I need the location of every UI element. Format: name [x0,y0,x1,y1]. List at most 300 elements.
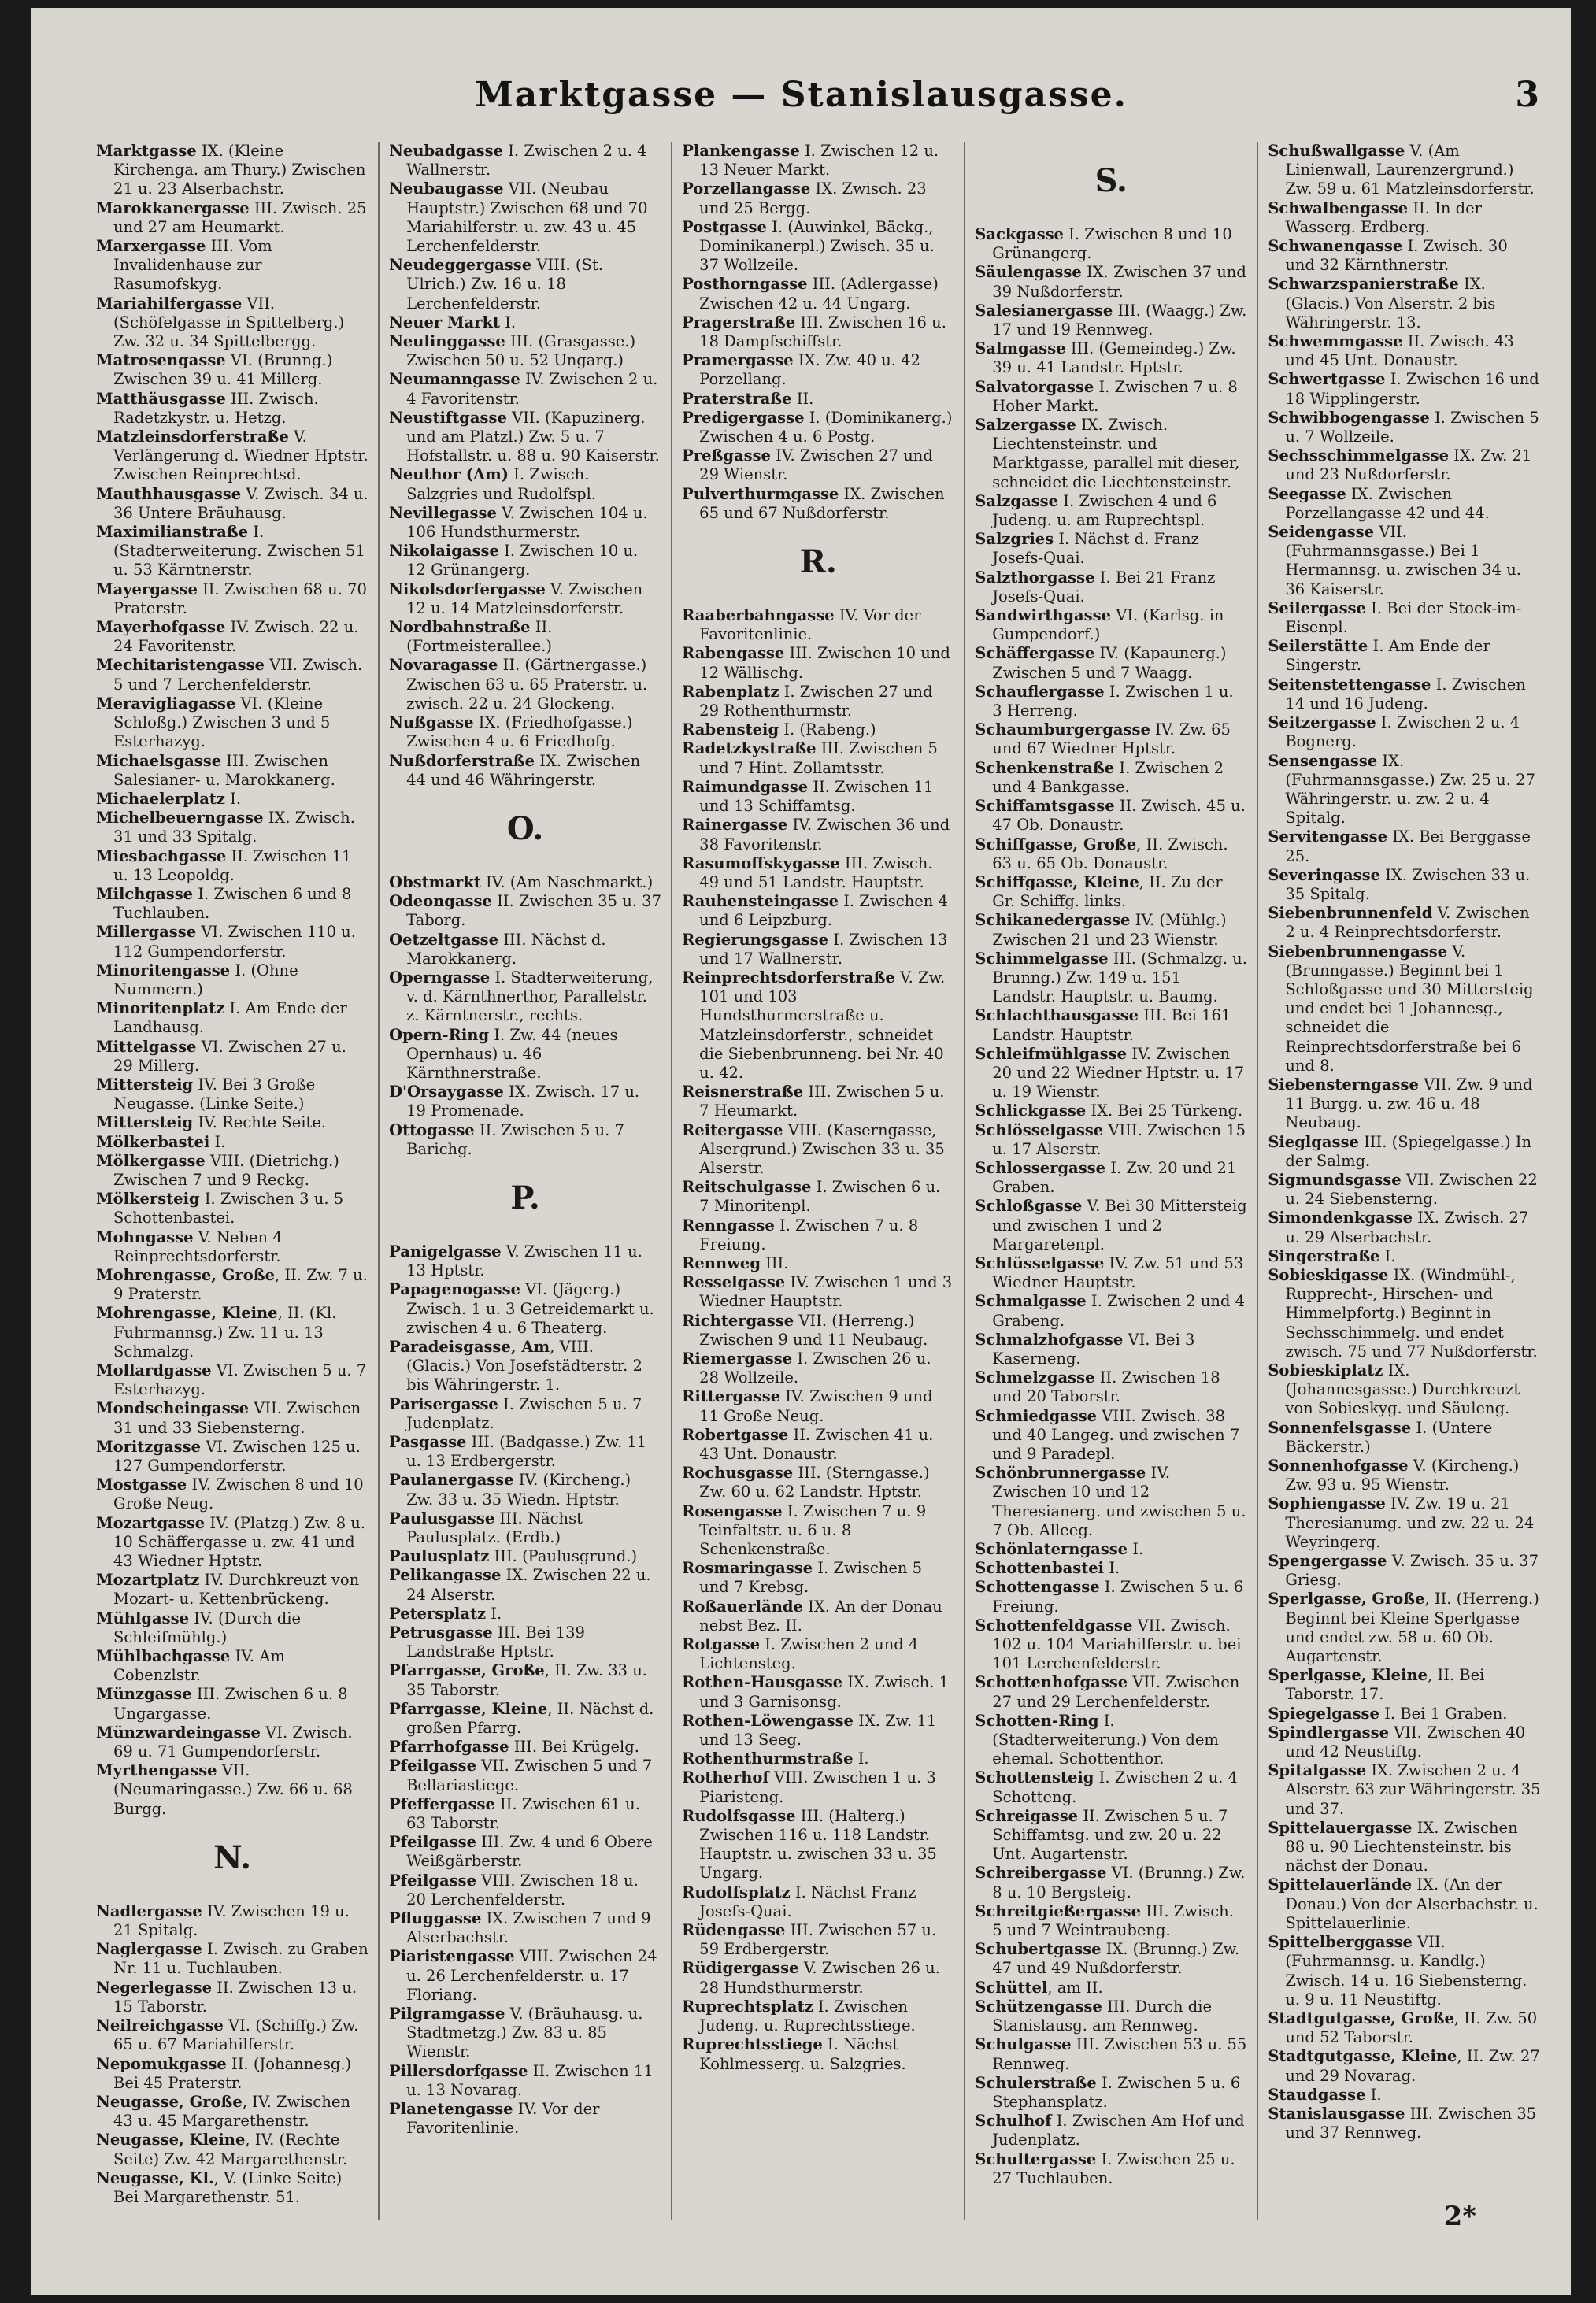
street-location: I. Zwischen 25 u. 27 Tuchlauben. [992,2149,1235,2187]
street-location: III. Bei Krügelg. [509,1738,639,1757]
street-location: III. (Halterg.) Zwischen 116 u. 118 Landstr. Hauptstr. u. zwischen 33 u. 35 Ungarg. [699,1806,937,1883]
street-name: Mozartplatz [96,1571,200,1590]
street-name: Salvatorgasse [975,377,1094,396]
street-location: I. Zwisch. 30 und 32 Kärnthnerstr. [1285,237,1508,275]
street-name: Radetzkystraße [682,739,817,758]
street-name: Renngasse [682,1216,775,1235]
street-location: IV. Bei 3 Große Neugasse. (Linke Seite.) [113,1075,316,1113]
street-name: Schönbrunnergasse [975,1464,1146,1483]
street-entry [96,199,368,237]
street-name: Mayergasse [96,579,198,598]
street-location: II. Zwisch. 43 und 45 Unt. Donaustr. [1285,332,1514,370]
street-name: Sonnenfelsgasse [1268,1418,1412,1437]
street-name: Schloßgasse [975,1197,1083,1216]
street-location: IV. Zwischen 1 und 3 Wiedner Hauptstr. [699,1273,953,1311]
street-entry [682,180,954,217]
street-entry [1268,752,1542,828]
street-location: VII. (Fuhrmannsgasse.) Bei 1 Hermannsg. u. zwischen 34 u. 36 Kaiserstr. [1285,523,1522,598]
street-name: Rüdigergasse [682,1959,799,1978]
street-name: Neubadgasse [389,142,504,160]
street-name: Raaberbahngasse [682,606,835,625]
street-entry [1268,1133,1542,1171]
street-name: Seilerstätte [1268,637,1368,656]
street-location: IV. Zwischen 20 und 22 Wiedner Hptstr. u. 17 u. 19 Wienstr. [992,1044,1245,1102]
street-entry [1268,1590,1542,1666]
directory-column-3 [672,142,965,2220]
street-entry [975,1712,1247,1769]
street-name: Mölkergasse [96,1151,206,1170]
street-entry [975,1368,1247,1406]
street-entry [975,606,1247,644]
street-entry [975,1464,1247,1540]
street-location: III. (Gemeindeg.) Zw. 39 u. 41 Landstr. Hptstr. [992,339,1236,377]
street-entry [1268,332,1542,370]
street-location: , II. Zw. 33 u. 35 Taborstr. [406,1661,647,1699]
street-entry [682,1273,954,1311]
street-location: IX. Zwisch. 23 und 25 Bergg. [699,180,927,217]
street-entry [682,1387,954,1425]
street-name: Paulusplatz [389,1547,490,1566]
street-name: Petrusgasse [389,1624,493,1642]
street-location: I. Zwisch. zu Graben Nr. 11 u. Tuchlauben. [113,1940,368,1978]
street-name: Pilgramgasse [389,2005,505,2023]
street-name: Seilergasse [1268,598,1366,617]
street-name: Pasgasse [389,1432,467,1451]
street-entry [682,390,954,409]
street-entry [975,1102,1247,1120]
street-location: IX. (Johannesgasse.) Durchkreuzt von Sobieskyg. und Säuleng. [1285,1361,1520,1418]
street-name: Milchgasse [96,884,194,903]
street-name: Schützengasse [975,1997,1102,2016]
street-name: Schwibbogengasse [1268,408,1430,427]
street-name: Michaelerplatz [96,789,225,808]
street-name: Münzgasse [96,1685,192,1704]
street-location: I. Zwischen 10 u. 12 Grünangerg. [406,542,639,579]
street-name: Sobieskiplatz [1268,1361,1383,1379]
street-location: III. Nächst Paulusplatz. (Erdb.) [406,1509,583,1546]
street-location: , II. Zw. 50 und 52 Taborstr. [1285,2009,1538,2047]
street-location: VII. (Fuhrmannsg. u. Kandlg.) Zwisch. 14 u. 16 Siebensterng. u. 9 u. 11 Neustiftg. [1285,1933,1527,2009]
street-location: I. [1104,1559,1120,1578]
street-entry [96,2131,368,2168]
street-name: Mittelgasse [96,1037,197,1056]
street-name: Porzellangasse [682,180,811,198]
street-name: Schulgasse [975,2035,1072,2054]
street-entry [96,1940,368,1978]
street-entry [682,1121,954,1179]
street-name: Siebenbrunnenfeld [1268,904,1433,923]
street-entry [389,1280,661,1338]
street-name: Sensengasse [1268,751,1378,770]
street-location: II. [791,389,814,408]
street-name: Mohngasse [96,1227,194,1246]
street-name: Resselgasse [682,1273,786,1292]
street-location: III. Bei 139 Landstraße Hptstr. [406,1624,585,1661]
street-name: Schubertgasse [975,1940,1102,1959]
street-entry [682,351,954,389]
street-name: Raimundgasse [682,777,809,796]
street-name: Schleifmühlgasse [975,1044,1128,1063]
street-location: IX. (An der Donau.) Von der Alserbachstr. u. Spittelauerlinie. [1285,1875,1539,1932]
street-entry [1268,485,1542,523]
street-entry [975,378,1247,416]
street-name: Schönlaterngasse [975,1540,1128,1559]
street-name: Rotgasse [682,1635,761,1654]
street-name: Nevillegasse [389,503,497,522]
street-entry [389,1395,661,1433]
street-location: IV. (Am Naschmarkt.) [480,872,654,891]
street-name: Mozartgasse [96,1513,206,1532]
street-name: Schreibergasse [975,1864,1107,1883]
street-name: Schreigasse [975,1806,1079,1825]
street-location: III. Zwischen 6 u. 8 Ungargasse. [113,1685,348,1723]
street-name: Schiffamtsgasse [975,797,1115,816]
street-entry [682,1312,954,1350]
street-name: Rainergasse [682,816,788,835]
street-location: III. Vom Invalidenhause zur Rasumofskyg. [113,237,272,294]
street-entry [682,644,954,682]
street-location: IV. Zw. 19 u. 21 Theresianumg. und zw. 22 u. 24 Weyringerg. [1285,1494,1535,1551]
street-name: Rabengasse [682,644,785,663]
street-entry [1268,904,1542,942]
street-name: Mölkersteig [96,1190,200,1209]
street-name: Schottengasse [975,1578,1100,1597]
street-entry [389,542,661,579]
street-entry [682,683,954,720]
street-entry [975,1616,1247,1674]
street-entry [682,1959,954,1997]
street-name: Predigergasse [682,408,805,427]
street-entry [975,1006,1247,1044]
street-name: Schmiedgasse [975,1406,1098,1425]
street-location: IV. (Kapaunerg.) Zwischen 5 und 7 Waagg. [992,644,1227,682]
street-entry [682,778,954,816]
street-location: III. (Grasgasse.) Zwischen 50 u. 52 Ungarg.) [406,332,636,370]
street-location: III. Zwischen 5 u. 7 Heumarkt. [699,1083,945,1120]
street-location: II. Zwischen 11 u. 13 Novarag. [406,2061,654,2099]
street-name: Nepomukgasse [96,2054,227,2073]
street-entry [682,1464,954,1501]
street-location: IV. Zwischen 2 u. 4 Favoritenstr. [406,370,658,408]
street-name: Rabenplatz [682,682,779,701]
street-name: Salzergasse [975,416,1076,435]
street-location: VI. Zwischen 5 u. 7 Esterhazyg. [113,1361,367,1399]
street-location: V. Zw. 101 und 103 Hundsthurmerstraße u. Matzleinsdorferstr., schneidet die Siebenbrunneng. bei Nr. 40 u. 42. [699,968,946,1082]
street-location: I. Zwischen 2 u. 4 Wallnerstr. [406,142,647,180]
street-location: VIII. (Kaserngasse, Alsergrund.) Zwischen 33 u. 35 Alserstr. [699,1120,945,1177]
street-name: Pragerstraße [682,313,796,331]
section-letter: P. [510,1179,540,1216]
street-name: Rosengasse [682,1501,783,1520]
section-letter: O. [506,809,544,847]
street-entry [975,339,1247,377]
street-location: I. Zwischen 7 u. 8 Freiung. [699,1216,919,1253]
street-location: II. Zwischen 11 und 13 Schiffamtsg. [699,777,934,816]
street-location: IV. Rechte Seite. [193,1113,327,1132]
street-location: I. Zwischen 12 u. 13 Neuer Markt. [699,142,939,180]
street-location: IV. Durchkreuzt von Mozart- u. Kettenbrückeng. [113,1571,360,1609]
street-name: Spittelauerlände [1268,1875,1413,1894]
street-entry [389,1242,661,1280]
street-entry [975,263,1247,301]
street-name: Marktgasse [96,142,197,160]
street-location: IX. Zwischen Porzellangasse 42 und 44. [1285,484,1490,522]
street-entry [96,790,368,809]
street-location: III. (Paulusgrund.) [489,1547,638,1566]
street-entry [389,618,661,656]
street-name: Schiffgasse, Große [975,835,1137,853]
street-location: IX. (Fuhrmannsgasse.) Zw. 25 u. 27 Währingerstr. u. zw. 2 u. 4 Spitalg. [1285,751,1535,828]
street-entry [96,1514,368,1572]
street-location: IX. Bei Berggasse 25. [1285,828,1531,865]
street-entry [389,1605,661,1624]
street-location: I. Zwischen 2 und 4 Grabeng. [992,1292,1246,1330]
street-entry [389,1700,661,1738]
street-entry [96,1038,368,1076]
street-name: Maximilianstraße [96,523,249,542]
street-entry [96,1361,368,1399]
street-name: Sperlgasse, Kleine [1268,1666,1428,1685]
street-entry [682,739,954,777]
street-name: Panigelgasse [389,1242,502,1261]
street-location: IX. Zwischen 37 und 39 Nußdorferstr. [992,263,1246,301]
street-entry [682,1559,954,1597]
street-name: Naglergasse [96,1940,202,1959]
street-entry [975,2074,1247,2112]
street-entry [682,1254,954,1273]
street-name: Riemergasse [682,1349,793,1368]
street-name: Rochusgasse [682,1464,794,1483]
street-entry [96,1902,368,1940]
street-location: III. Durch die Stanislausg. am Rennweg. [992,1997,1213,2035]
street-entry [96,485,368,523]
street-name: Spitalgasse [1268,1761,1367,1780]
street-entry [1268,1819,1542,1876]
street-name: Siebensterngasse [1268,1075,1419,1094]
street-location: II. In der Wasserg. Erdberg. [1285,198,1482,236]
street-location: VII. Zwischen 31 und 33 Siebensterng. [113,1399,361,1437]
street-entry [1268,275,1542,332]
street-location: VII. Zwischen 22 u. 24 Siebensterng. [1285,1170,1538,1209]
street-location: I. Zwischen 6 u. 7 Minoritenpl. [699,1178,941,1216]
street-entry [975,797,1247,835]
street-name: Praterstraße [682,389,792,408]
street-name: Schmelzgasse [975,1368,1095,1387]
street-entry [96,1685,368,1723]
street-entry [1268,1552,1542,1590]
street-location: , IV. Zwischen 43 u. 45 Margarethenstr. [113,2092,351,2131]
street-name: Sandwirthgasse [975,606,1112,625]
street-location: , II. Zu der Gr. Schiffg. links. [992,872,1223,911]
street-location: VII. Zwischen 40 und 42 Neustiftg. [1285,1723,1526,1761]
street-name: Rennweg [682,1253,761,1272]
street-location: V. Verlängerung d. Wiedner Hptstr. Zwischen Reinprechtsd. [113,428,368,484]
street-entry [1268,1076,1542,1133]
street-location: II. (Johannesg.) Bei 45 Praterstr. [113,2054,352,2092]
directory-column-5 [1258,142,1551,2220]
street-entry [1268,866,1542,904]
street-name: Singerstraße [1268,1246,1380,1265]
street-location: I. Zwischen 14 und 16 Judeng. [1285,675,1526,713]
street-entry [389,1566,661,1604]
street-entry [389,931,661,968]
street-location: I. [1365,2085,1382,2104]
street-name: Reisnerstraße [682,1083,804,1102]
street-entry [975,2035,1247,2073]
street-location: IV. (Platzg.) Zw. 8 u. 10 Schäffergasse u. zw. 41 und 43 Wiedner Hptstr. [113,1513,366,1571]
street-name: Pfarrgasse, Große [389,1661,545,1680]
street-entry [96,1724,368,1761]
street-name: Reitschulgasse [682,1178,812,1197]
section-letter: N. [213,1838,251,1876]
street-name: Neumanngasse [389,370,520,389]
street-name: Plankengasse [682,142,800,160]
street-entry [1268,1361,1542,1419]
street-name: Münzwardeingasse [96,1723,261,1742]
street-name: Mölkerbastei [96,1132,210,1151]
street-location: III. Zwischen 35 und 37 Rennweg. [1285,2104,1537,2142]
street-entry [389,1833,661,1871]
street-location: I. Zw. 20 und 21 Graben. [992,1158,1237,1197]
street-location: VI. Zwisch. 69 u. 71 Gumpendorferstr. [113,1723,353,1761]
street-location: VIII. (Dietrichg.) Zwischen 7 und 9 Reckg. [113,1151,339,1189]
street-name: Sieglgasse [1268,1132,1359,1151]
street-location: IV. Vor der Favoritenlinie. [406,2100,600,2138]
street-location: VI. (Brunng.) Zwischen 39 u. 41 Millerg. [113,351,333,389]
street-location: VIII. Zwischen 1 u. 3 Piaristeng. [699,1768,936,1806]
street-entry [96,390,368,428]
street-location: II. Zwischen 68 u. 70 Praterstr. [113,579,367,617]
street-location: I. Zwischen 5 u. 7 Judenplatz. [406,1394,642,1432]
street-entry [682,816,954,853]
street-location: I. Zwischen 7 u. 9 Teinfaltstr. u. 6 u. 8 Schenkenstraße. [699,1501,927,1559]
street-entry [975,1407,1247,1464]
street-location: III. (Waagg.) Zw. 17 und 19 Rennweg. [992,301,1247,339]
street-location: VIII. Zwischen 15 u. 17 Alserstr. [992,1120,1246,1158]
street-name: Schlösselgasse [975,1120,1104,1139]
street-name: Schwertgasse [1268,370,1386,389]
street-entry [975,720,1247,758]
street-entry [1268,1724,1542,1761]
street-name: Rosmaringasse [682,1559,813,1578]
street-name: Roßauerlände [682,1597,803,1616]
street-entry [96,1076,368,1113]
street-entry [975,416,1247,492]
street-entry [96,961,368,999]
street-entry [682,1921,954,1959]
street-location: V. Zwischen 11 u. 13 Hptstr. [406,1242,642,1280]
street-location: , am II. [1047,1978,1103,1997]
street-entry [975,1331,1247,1368]
street-name: Neugasse, Kl. [96,2168,214,2187]
directory-column-4 [965,142,1258,2220]
street-location: IV. Vor der Favoritenlinie. [699,606,921,644]
street-location: VI. (Kleine Schloßg.) Zwischen 3 und 5 Esterhazyg. [113,694,331,751]
street-entry [389,313,661,332]
street-location: III. (Adlergasse) Zwischen 42 u. 44 Ungarg. [699,275,939,313]
street-entry [389,1872,661,1909]
street-entry [975,1578,1247,1616]
street-location: IX. Bei 25 Türkeng. [1086,1102,1243,1120]
street-location: VIII. Zwischen 18 u. 20 Lerchenfelderstr. [406,1871,639,1909]
street-location: IV. (Mühlg.) Zwischen 21 und 23 Wienstr. [992,911,1227,949]
street-location: III. Bei 161 Landstr. Hauptstr. [992,1006,1231,1044]
street-name: Severingasse [1268,865,1381,884]
street-name: Servitengasse [1268,828,1388,846]
street-entry [389,1083,661,1120]
street-name: Spiegelgasse [1268,1704,1379,1723]
street-name: Schotten-Ring [975,1711,1099,1730]
street-name: Seidengasse [1268,523,1375,542]
street-location: , II. Nächst d. großen Pfarrg. [406,1699,654,1738]
street-location: IV. Zwischen 10 und 12 Theresianerg. und zwischen 5 u. 7 Ob. Alleeg. [992,1464,1246,1539]
street-name: Parisergasse [389,1394,498,1413]
street-location: IV. Am Cobenzlstr. [113,1647,285,1685]
street-location: III. Zwischen 53 u. 55 Rennweg. [992,2035,1247,2073]
street-name: Postgasse [682,217,767,236]
street-entry [96,1152,368,1190]
street-location: I. Zwischen 4 und 6 Leipzburg. [699,892,948,930]
street-location: VII. Zwisch. 5 und 7 Lerchenfelderstr. [113,656,363,694]
street-location: I. (Dominikanerg.) Zwischen 4 u. 6 Postg. [699,408,953,446]
street-entry [975,302,1247,339]
street-name: Sophiengasse [1268,1494,1386,1513]
street-location: IX. Zw. 21 und 23 Nußdorferstr. [1285,446,1532,484]
street-name: Piaristengasse [389,1947,515,1966]
street-location: , II. Zwisch. 63 u. 65 Ob. Donaustr. [992,835,1228,872]
street-location: VI. Zwischen 125 u. 127 Gumpendorferstr. [113,1437,361,1475]
street-entry [682,313,954,351]
street-entry [1268,2047,1542,2085]
street-location: I. (Rabeng.) [779,720,876,739]
street-entry [389,1757,661,1794]
street-name: Marxergasse [96,237,206,256]
street-entry [1268,2105,1542,2142]
street-entry [682,1883,954,1921]
street-entry [975,1902,1247,1940]
street-name: Neugasse, Große [96,2092,243,2111]
street-entry [96,752,368,790]
street-name: Nußdorferstraße [389,751,535,770]
street-location: VII. Zwischen 5 und 7 Bellariastiege. [406,1757,653,1794]
directory-column-1 [87,142,380,2220]
street-location: I. Zwischen 3 u. 5 Schottenbastei. [113,1190,344,1227]
street-location: IV. (Durch die Schleifmühlg.) [113,1609,302,1646]
street-name: Seitenstettengasse [1268,675,1431,694]
street-entry [1268,1705,1542,1724]
street-name: Salmgasse [975,339,1066,358]
street-entry [682,1673,954,1711]
street-entry [682,1426,954,1464]
street-location: IX. Zwischen 65 und 67 Nußdorferstr. [699,484,945,522]
street-entry [1268,1419,1542,1457]
street-entry [1268,1209,1542,1246]
street-entry [389,1121,661,1159]
street-location: III. Zwisch. 25 und 27 am Heumarkt. [113,198,367,236]
street-entry [96,923,368,961]
street-entry [1268,1171,1542,1209]
street-location: V. Zwischen 12 u. 14 Matzleinsdorferstr. [406,579,643,617]
street-entry [96,1133,368,1152]
street-name: Mollardgasse [96,1361,212,1379]
street-name: Pramergasse [682,351,794,370]
street-entry [96,1113,368,1132]
street-entry [389,1547,661,1566]
street-name: Sobieskigasse [1268,1265,1389,1284]
street-location: IX. Zwischen 33 u. 35 Spitalg. [1285,865,1531,903]
street-location: IX. Zwischen 88 u. 90 Liechtensteinstr. bis nächst der Donau. [1285,1818,1518,1875]
street-name: Schlüsselgasse [975,1253,1105,1272]
